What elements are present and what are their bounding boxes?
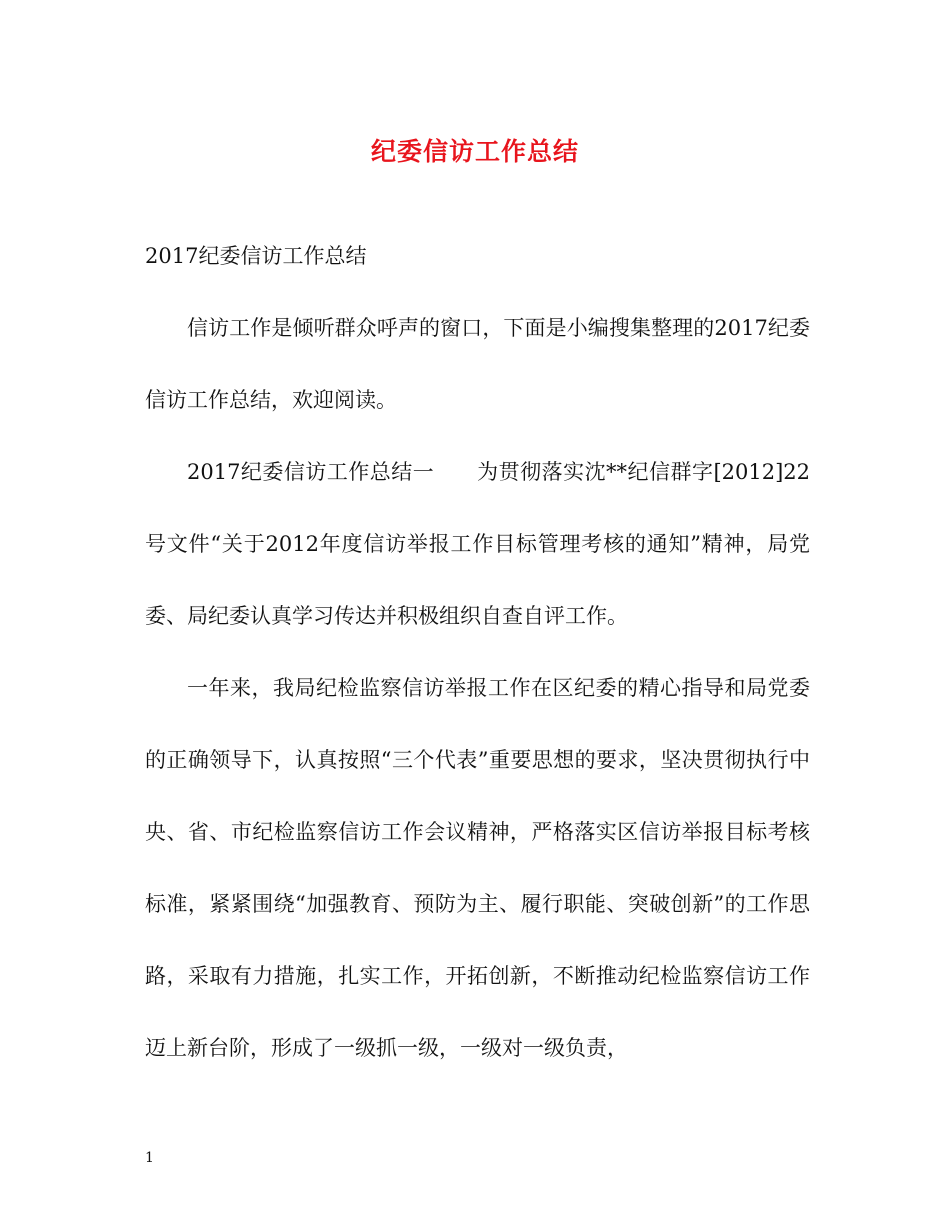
document-title: 纪委信访工作总结 xyxy=(370,137,579,166)
document-body xyxy=(145,220,810,1084)
paragraph-summary-one: 2017纪委信访工作总结一 为贯彻落实沈**纪信群字[2012]22号文件“关于2012年度信访举报工作目标管理考核的通知”精神，局党委、局纪委认真学习传达并积极组织自查自评工作。 xyxy=(145,460,810,628)
paragraph-intro: 信访工作是倾听群众呼声的窗口，下面是小编搜集整理的2017纪委信访工作总结，欢迎阅读。 xyxy=(145,316,810,412)
paragraph-year-review: 一年来，我局纪检监察信访举报工作在区纪委的精心指导和局党委的正确领导下，认真按照“三个代表”重要思想的要求，坚决贯彻执行中央、省、市纪检监察信访工作会议精神，严格落实区信访举报目标考核标准，紧紧围绕“加强教育、预防为主、履行职能、突破创新”的工作思路，采取有力措施，扎实工作，开拓创新，不断推动纪检监察信访工作迈上新台阶，形成了一级抓一级，一级对一级负责， xyxy=(145,676,810,1060)
page-number: 1 xyxy=(145,1150,154,1166)
paragraph-subtitle: 2017纪委信访工作总结 xyxy=(145,244,367,268)
